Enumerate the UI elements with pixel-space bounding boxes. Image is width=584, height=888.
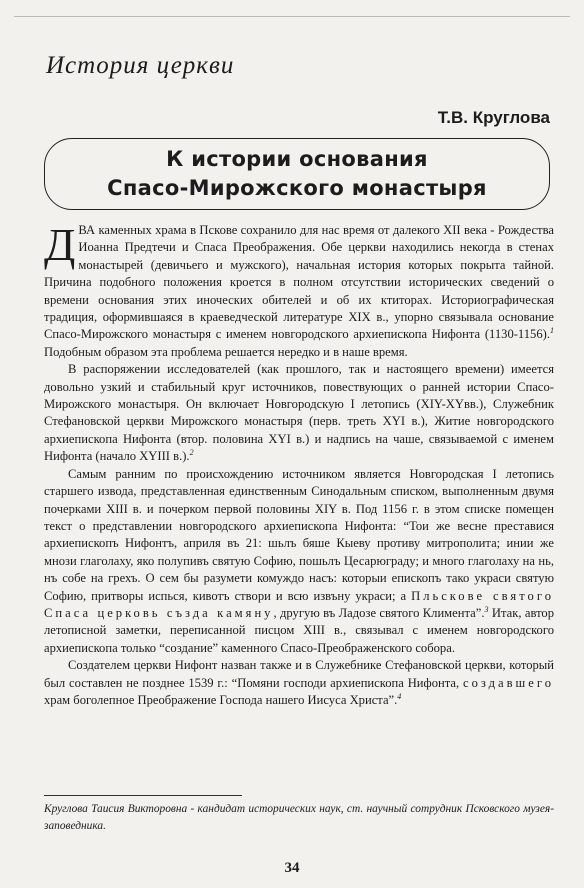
paragraph-4-text-a: Создателем церкви Нифонт назван также и в Служебнике Стефановской церкви, который был составлен не позднее 1539 г.: “Помяни господи архиепископа Нифонта, — [44, 658, 554, 690]
footnote-marker-1: 1 — [550, 326, 554, 336]
paragraph-3-text-b: , другую въ Ладозе святого Климента”. — [273, 605, 485, 620]
article-body — [44, 219, 555, 709]
paragraph-4 — [44, 657, 554, 709]
paragraph-4-spaced-word: создавшего — [462, 675, 554, 690]
section-title: История церкви — [46, 52, 235, 79]
paragraph-3-text-a: Самым ранним по происхождению источником является Новгородская I летопись старшего извода, представленная единственным Синодальным списком, выполненным двумя почерками XIII в. и почерком первой половины XIY в. Под 1156 г. в этом списке помещен текст о представлении новгородского архиепископа Нифонта: “Тои же весне преставися архиепископъ Нифонтъ, априля въ 21: шьлъ бяше Кыеву противу митрополита; инии же мнози глаголаху, яко полупивъ святую Софию, пошьлъ Цесарюграду; и много глаголаху на нь, нъ собе на грехъ. О сем бы разумети комуждо насъ: которыи епископъ тако украси святую Софию, притворы испься, кивотъ створи и всю извъну украси; а — [44, 466, 554, 603]
footnote-marker-2: 2 — [189, 448, 194, 458]
paragraph-3-spaced-quote: Пльскове святого Спаса церковь създа камяну — [44, 588, 554, 620]
paragraph-1-text: ВА каменных храма в Пскове сохранило для нас время от далекого XII века - Рождества Иоанна Предтечи и Спаса Преображения. Обе церкви находились некогда в стенах монастырей (девичьего и мужского), начальная история которых покрыта тайной. Причина подобного положения кроется в полном отсутствии исторических сведений о времени основания этих иноческих обителей и об их ктиторах. Историографическая традиция, оформившаяся в краеведческой литературе XIX в., упорно связывала основание Спасо-Мирожского монастыря с именем новгородского архиепископа Нифонта (1130-1156). — [44, 223, 554, 342]
article-title-line-2: Спасо-Мирожского монастыря — [107, 176, 487, 200]
paragraph-3-text-c: Итак, автор летописной заметки, переписанной писцом XIII в., связывал с именем новгородского архиепископа только “создание” каменного Спасо-Преображенского собора. — [44, 605, 555, 655]
paragraph-4-text-b: храм боголепное Преображение Господа нашего Иисуса Христа”. — [44, 692, 398, 707]
top-rule — [14, 16, 570, 17]
footnote-marker-3: 3 — [484, 604, 489, 614]
footnote-marker-4: 4 — [397, 691, 402, 701]
paragraph-3 — [44, 466, 554, 657]
page-number: 34 — [284, 860, 300, 876]
article-author: Т.В. Круглова — [437, 108, 550, 127]
article-title-box — [44, 138, 550, 210]
paragraph-2-text: В распоряжении исследователей (как прошлого, так и настоящего времени) имеется довольно узкий и стабильный круг источников, повествующих о ранней истории Спасо-Мирожского монастыря. Он включает Новгородскую I летопись (XIY-XYвв.), Служебник Стефановской церкви Мирожского монастыря (перв. треть XYI в.), Житие новгородского архиепископа Нифонта (втор. половина XYI в.) и надпись на чаше, связываемой с именем Нифонта (начало XYIII в.). — [44, 362, 554, 464]
drop-cap: Д — [44, 219, 76, 270]
article-title-line-1: К истории основания — [166, 147, 428, 171]
paragraph-2 — [44, 361, 554, 465]
paragraph-1 — [44, 219, 554, 361]
footnote-rule — [44, 795, 242, 796]
author-footnote: Круглова Таисия Викторовна - кандидат исторических наук, ст. научный сотрудник Псковского музея-заповедника. — [44, 803, 554, 832]
paragraph-1-tail: Подобным образом эта проблема решается нередко и в наше время. — [44, 344, 408, 359]
